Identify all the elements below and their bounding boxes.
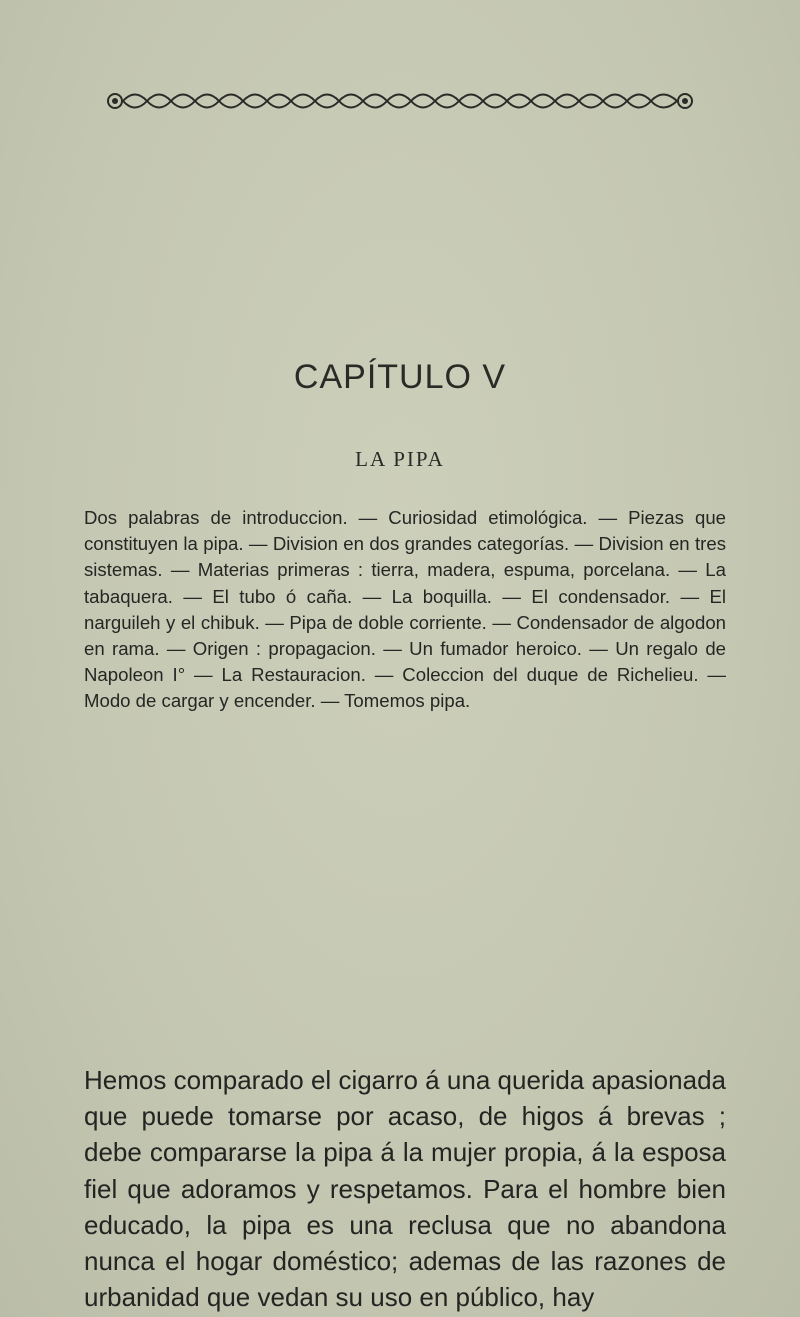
chapter-title: CAPÍTULO V <box>293 358 507 396</box>
section-title: LA PIPA <box>355 447 445 471</box>
chapter-summary: Dos palabras de introduccion. — Curiosidad etimológica. — Piezas que constituyen la pipa. — Division en dos grandes categorías. — Division en tres sistemas. — Materias primeras : tierra, madera, espuma, porcelana. — La tabaquera. — El tubo ó caña. — La boquilla. — El condensador. — El narguileh y el chibuk. — Pipa de doble corriente. — Condensador de algodon en rama. — Origen : propagacion. — Un fumador heroico. — Un regalo de Napoleon I° — La Restauracion. — Coleccion del duque de Richelieu. — Modo de cargar y encender. — Tomemos pipa. <box>84 507 726 712</box>
body-paragraph: Hemos comparado el cigarro á una querida apasionada que puede tomarse por acaso, de higos á brevas ; debe compararse la pipa á la mujer propia, á la esposa fiel que adoramos y respetamos. Para el hombre bien educado, la pipa es una reclusa que no abandona nunca el hogar doméstico; ademas de las razones de urbanidad que vedan su uso en público, hay <box>84 1065 726 1313</box>
decorative-ornament-band <box>105 84 695 118</box>
